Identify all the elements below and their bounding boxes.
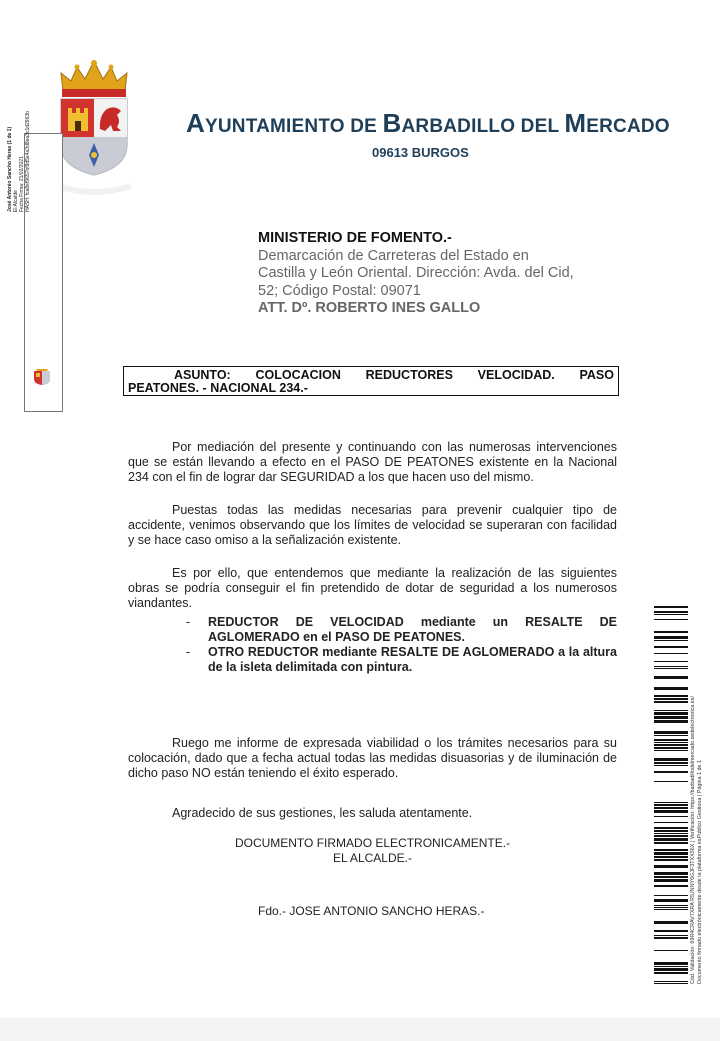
barcode-bar (654, 698, 688, 700)
paragraph-3: Es por ello, que entendemos que mediante la realización de las siguientes obras se podría conseguir el fin pretendido de dotar de seguridad a los numerosos viandantes. (128, 566, 617, 610)
barcode-bar (654, 661, 688, 662)
barcode-bar (654, 701, 688, 703)
attention-line: ATT. Dº. ROBERTO INES GALLO (258, 300, 481, 316)
signature-line-1: José Antonio Sancho Heras (1 de 1) (7, 126, 13, 212)
barcode-bar (654, 742, 688, 743)
barcode-bar (654, 921, 688, 924)
barcode-bar (654, 935, 688, 936)
addressee-block (258, 230, 628, 318)
barcode-bar (654, 716, 688, 719)
address-line-1: Demarcación de Carreteras del Estado en (258, 247, 529, 264)
barcode-bar (654, 771, 688, 773)
works-list (128, 615, 617, 675)
barcode-bar (654, 830, 688, 832)
barcode-bar (654, 765, 688, 766)
barcode-bar (654, 606, 688, 608)
barcode-bar (654, 827, 688, 829)
barcode-bar (654, 909, 688, 910)
barcode-bar (654, 968, 688, 971)
validation-line-2: Documento firmado electrónicamente desde la plataforma esPublico Gestiona | Página 1 de 1 (697, 759, 703, 984)
ministry-name: MINISTERIO DE FOMENTO.- (258, 230, 452, 246)
barcode-bar (654, 981, 688, 982)
barcode-bar (654, 833, 688, 834)
barcode-bar (654, 810, 688, 813)
barcode-bar (654, 966, 688, 967)
barcode-bar (654, 710, 688, 711)
barcode-bar (654, 895, 688, 896)
barcode-bar (654, 983, 688, 984)
barcode-bar (654, 937, 688, 939)
barcode-bar (654, 905, 688, 906)
barcode-bar (654, 758, 688, 761)
barcode-bar (654, 816, 688, 817)
signature-text (7, 0, 44, 212)
title-word-1: AYUNTAMIENTO DE (186, 108, 383, 138)
barcode-bar (654, 885, 688, 887)
barcode-bar (654, 962, 688, 965)
barcode-bar (654, 750, 688, 751)
regards-line: Agradecido de sus gestiones, les saluda atentamente. (172, 806, 473, 820)
closing-block (128, 736, 617, 799)
subject-box (123, 366, 619, 396)
closing-paragraph: Ruego me informe de expresada viabilidad o los trámites necesarios para su colocación, dado que a fecha actual todas las medidas disuasorias y de iluminación de dicho paso NO están teniendo el éxito esperado. (128, 736, 617, 780)
signature-line-2: El Alcalde (13, 190, 19, 212)
barcode-bar (654, 695, 688, 697)
validation-text (690, 606, 720, 984)
address-line-3: 52; Código Postal: 09071 (258, 282, 421, 299)
barcode-bar (654, 735, 688, 736)
barcode-bar (654, 744, 688, 746)
barcode-bar (654, 856, 688, 858)
title-word-3: MERCADO (564, 108, 670, 138)
barcode-bar (654, 852, 688, 855)
postal-code: 09613 BURGOS (372, 145, 469, 160)
barcode-bar (654, 972, 688, 974)
barcode-bar (654, 930, 688, 932)
list-item: - OTRO REDUCTOR mediante RESALTE DE AGLOMERADO a la altura de la isleta delimitada con pintura. (208, 645, 617, 675)
list-item: - REDUCTOR DE VELOCIDAD mediante un RESALTE DE AGLOMERADO en el PASO DE PEATONES. (208, 615, 617, 645)
signed-electronically: DOCUMENTO FIRMADO ELECTRONICAMENTE.- (234, 836, 511, 850)
barcode-bar (654, 838, 688, 841)
barcode-bar (654, 640, 688, 641)
barcode-bar (654, 865, 688, 868)
barcode-bar (654, 899, 688, 902)
barcode-bar (654, 907, 688, 908)
letter-body (128, 440, 617, 675)
barcode-bar (654, 720, 688, 723)
subject-line-1: ASUNTO: COLOCACION REDUCTORES VELOCIDAD. PASO (174, 368, 614, 382)
validation-line-1: Cód. Validación: 69R4CRAV7XRA R5JNNY6GJF3TXX56X | Verificación: https://barbadillodelmercado.sedelectronica.es/ (690, 696, 696, 984)
barcode-bar (654, 747, 688, 749)
barcode-bar (654, 822, 688, 823)
barcode-bar (654, 859, 688, 861)
barcode-bar (654, 739, 688, 741)
signature-line-3: Fecha Firma: 21/02/2021 (19, 156, 25, 212)
barcode-bar (654, 631, 688, 633)
barcode-bar (654, 619, 688, 620)
barcode-bar (654, 950, 688, 951)
barcode-bar (654, 666, 688, 667)
barcode-bar (654, 804, 688, 806)
barcode-bar (654, 676, 688, 679)
barcode-bar (654, 876, 688, 878)
signer-name: Fdo.- JOSE ANTONIO SANCHO HERAS.- (258, 904, 485, 918)
barcode-bar (654, 668, 688, 669)
title-word-2: BARBADILLO DEL (382, 108, 565, 138)
signer-role: EL ALCALDE.- (333, 851, 412, 865)
signature-block (200, 836, 545, 866)
barcode-bar (654, 636, 688, 639)
barcode-bar (654, 849, 688, 851)
subject-line-2: PEATONES. - NACIONAL 234.- (128, 381, 308, 395)
barcode-bar (654, 687, 688, 690)
barcode (654, 606, 688, 984)
small-crest-icon (32, 368, 52, 386)
barcode-bar (654, 879, 688, 882)
town-hall-title (186, 106, 696, 144)
barcode-bar (654, 653, 688, 654)
paragraph-2: Puestas todas las medidas necesarias para prevenir cualquier tipo de accidente, venimos observando que los límites de velocidad se superaran con facilidad y se hace caso omiso a la señalización existente. (128, 503, 617, 547)
barcode-bar (654, 614, 688, 615)
barcode-bar (654, 802, 688, 803)
signature-line-4: HASH: fca8ef9657bf9d5e4a3d8ea3c1d2963b (25, 111, 31, 212)
barcode-bar (654, 731, 688, 734)
barcode-bar (654, 781, 688, 782)
barcode-bar (654, 611, 688, 613)
coat-of-arms-logo (55, 55, 133, 205)
barcode-bar (654, 872, 688, 875)
barcode-bar (654, 835, 688, 837)
barcode-bar (654, 762, 688, 764)
barcode-bar (654, 646, 688, 648)
bottom-strip (0, 1018, 720, 1041)
paragraph-1: Por mediación del presente y continuando con las numerosas intervenciones que se están llevando a efecto en el PASO DE PEATONES existente en la Nacional 234 con el fin de lograr dar SEGURIDAD a los que hacen uso del mismo. (128, 440, 617, 484)
barcode-bar (654, 807, 688, 809)
barcode-bar (654, 842, 688, 844)
barcode-bar (654, 712, 688, 715)
address-line-2: Castilla y León Oriental. Dirección: Avda. del Cid, (258, 265, 574, 281)
